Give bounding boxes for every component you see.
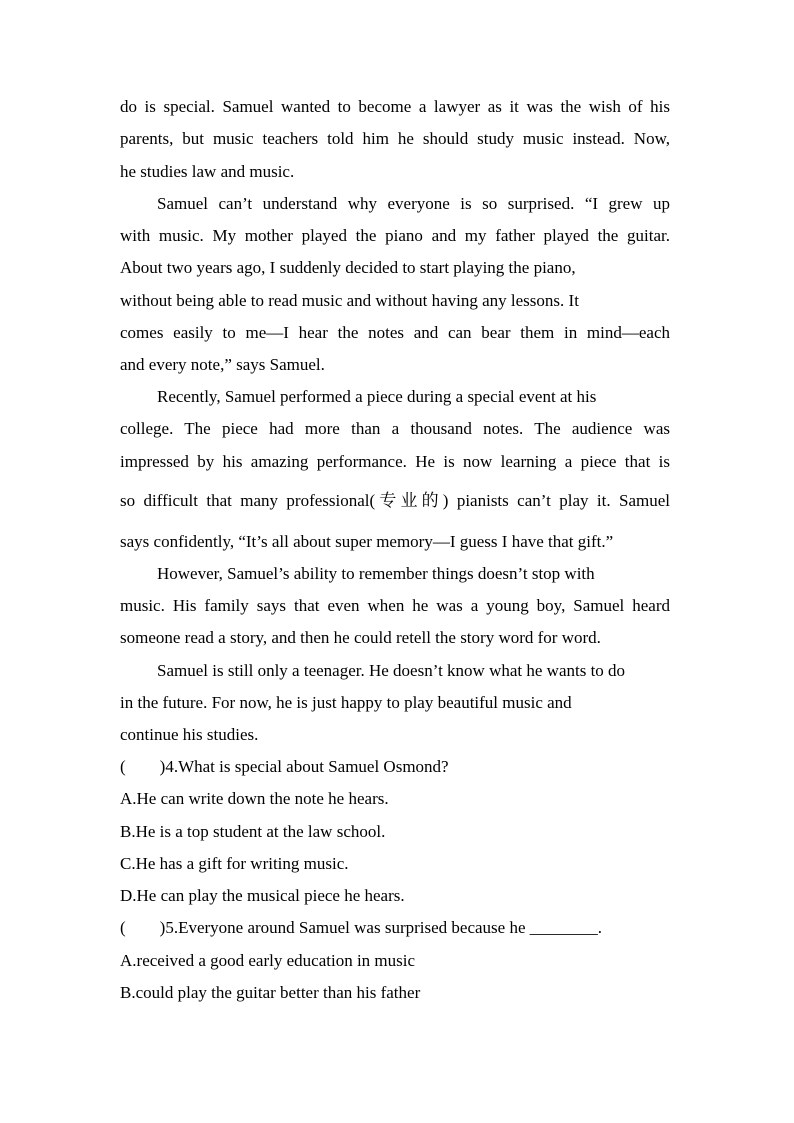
passage-line: do is special. Samuel wanted to become a lawyer as it was the wish of his [120, 97, 670, 116]
passage-line: with music. My mother played the piano and my father played the guitar. [120, 226, 670, 245]
passage-paragraph-start: Recently, Samuel performed a piece during a special event at his [157, 387, 597, 406]
passage-line: in the future. For now, he is just happy to play beautiful music and [120, 693, 572, 712]
question-4-stem: ( )4.What is special about Samuel Osmond? [120, 757, 449, 776]
passage-paragraph-start: Samuel is still only a teenager. He doesn’t know what he wants to do [157, 661, 626, 680]
passage-line: without being able to read music and without having any lessons. It [120, 291, 579, 310]
passage-line: continue his studies. [120, 725, 259, 744]
question-5-option-a: A.received a good early education in music [120, 951, 416, 970]
passage-line: he studies law and music. [120, 162, 295, 181]
question-4-option-b: B.He is a top student at the law school. [120, 822, 386, 841]
question-4-option-d: D.He can play the musical piece he hears. [120, 886, 405, 905]
passage-line: so difficult that many professional(专业的) pianists can’t play it. Samuel [120, 491, 670, 510]
passage-line: college. The piece had more than a thousand notes. The audience was [120, 419, 670, 438]
passage-line: About two years ago, I suddenly decided to start playing the piano, [120, 258, 576, 277]
question-5-stem: ( )5.Everyone around Samuel was surprised because he ________. [120, 918, 603, 937]
passage-line: comes easily to me—I hear the notes and can bear them in mind—each [120, 323, 670, 342]
passage-line: music. His family says that even when he was a young boy, Samuel heard [120, 596, 670, 615]
question-4-option-a: A.He can write down the note he hears. [120, 789, 389, 808]
passage-line: impressed by his amazing performance. He is now learning a piece that is [120, 452, 670, 471]
passage-line: someone read a story, and then he could retell the story word for word. [120, 628, 601, 647]
passage-line: and every note,” says Samuel. [120, 355, 325, 374]
passage-paragraph-start: However, Samuel’s ability to remember things doesn’t stop with [157, 564, 595, 583]
question-4-option-c: C.He has a gift for writing music. [120, 854, 349, 873]
passage-line: says confidently, “It’s all about super memory—I guess I have that gift.” [120, 532, 614, 551]
passage-paragraph-start: Samuel can’t understand why everyone is so surprised. “I grew up [157, 194, 670, 213]
question-5-option-b: B.could play the guitar better than his father [120, 983, 421, 1002]
passage-line: parents, but music teachers told him he should study music instead. Now, [120, 129, 670, 148]
